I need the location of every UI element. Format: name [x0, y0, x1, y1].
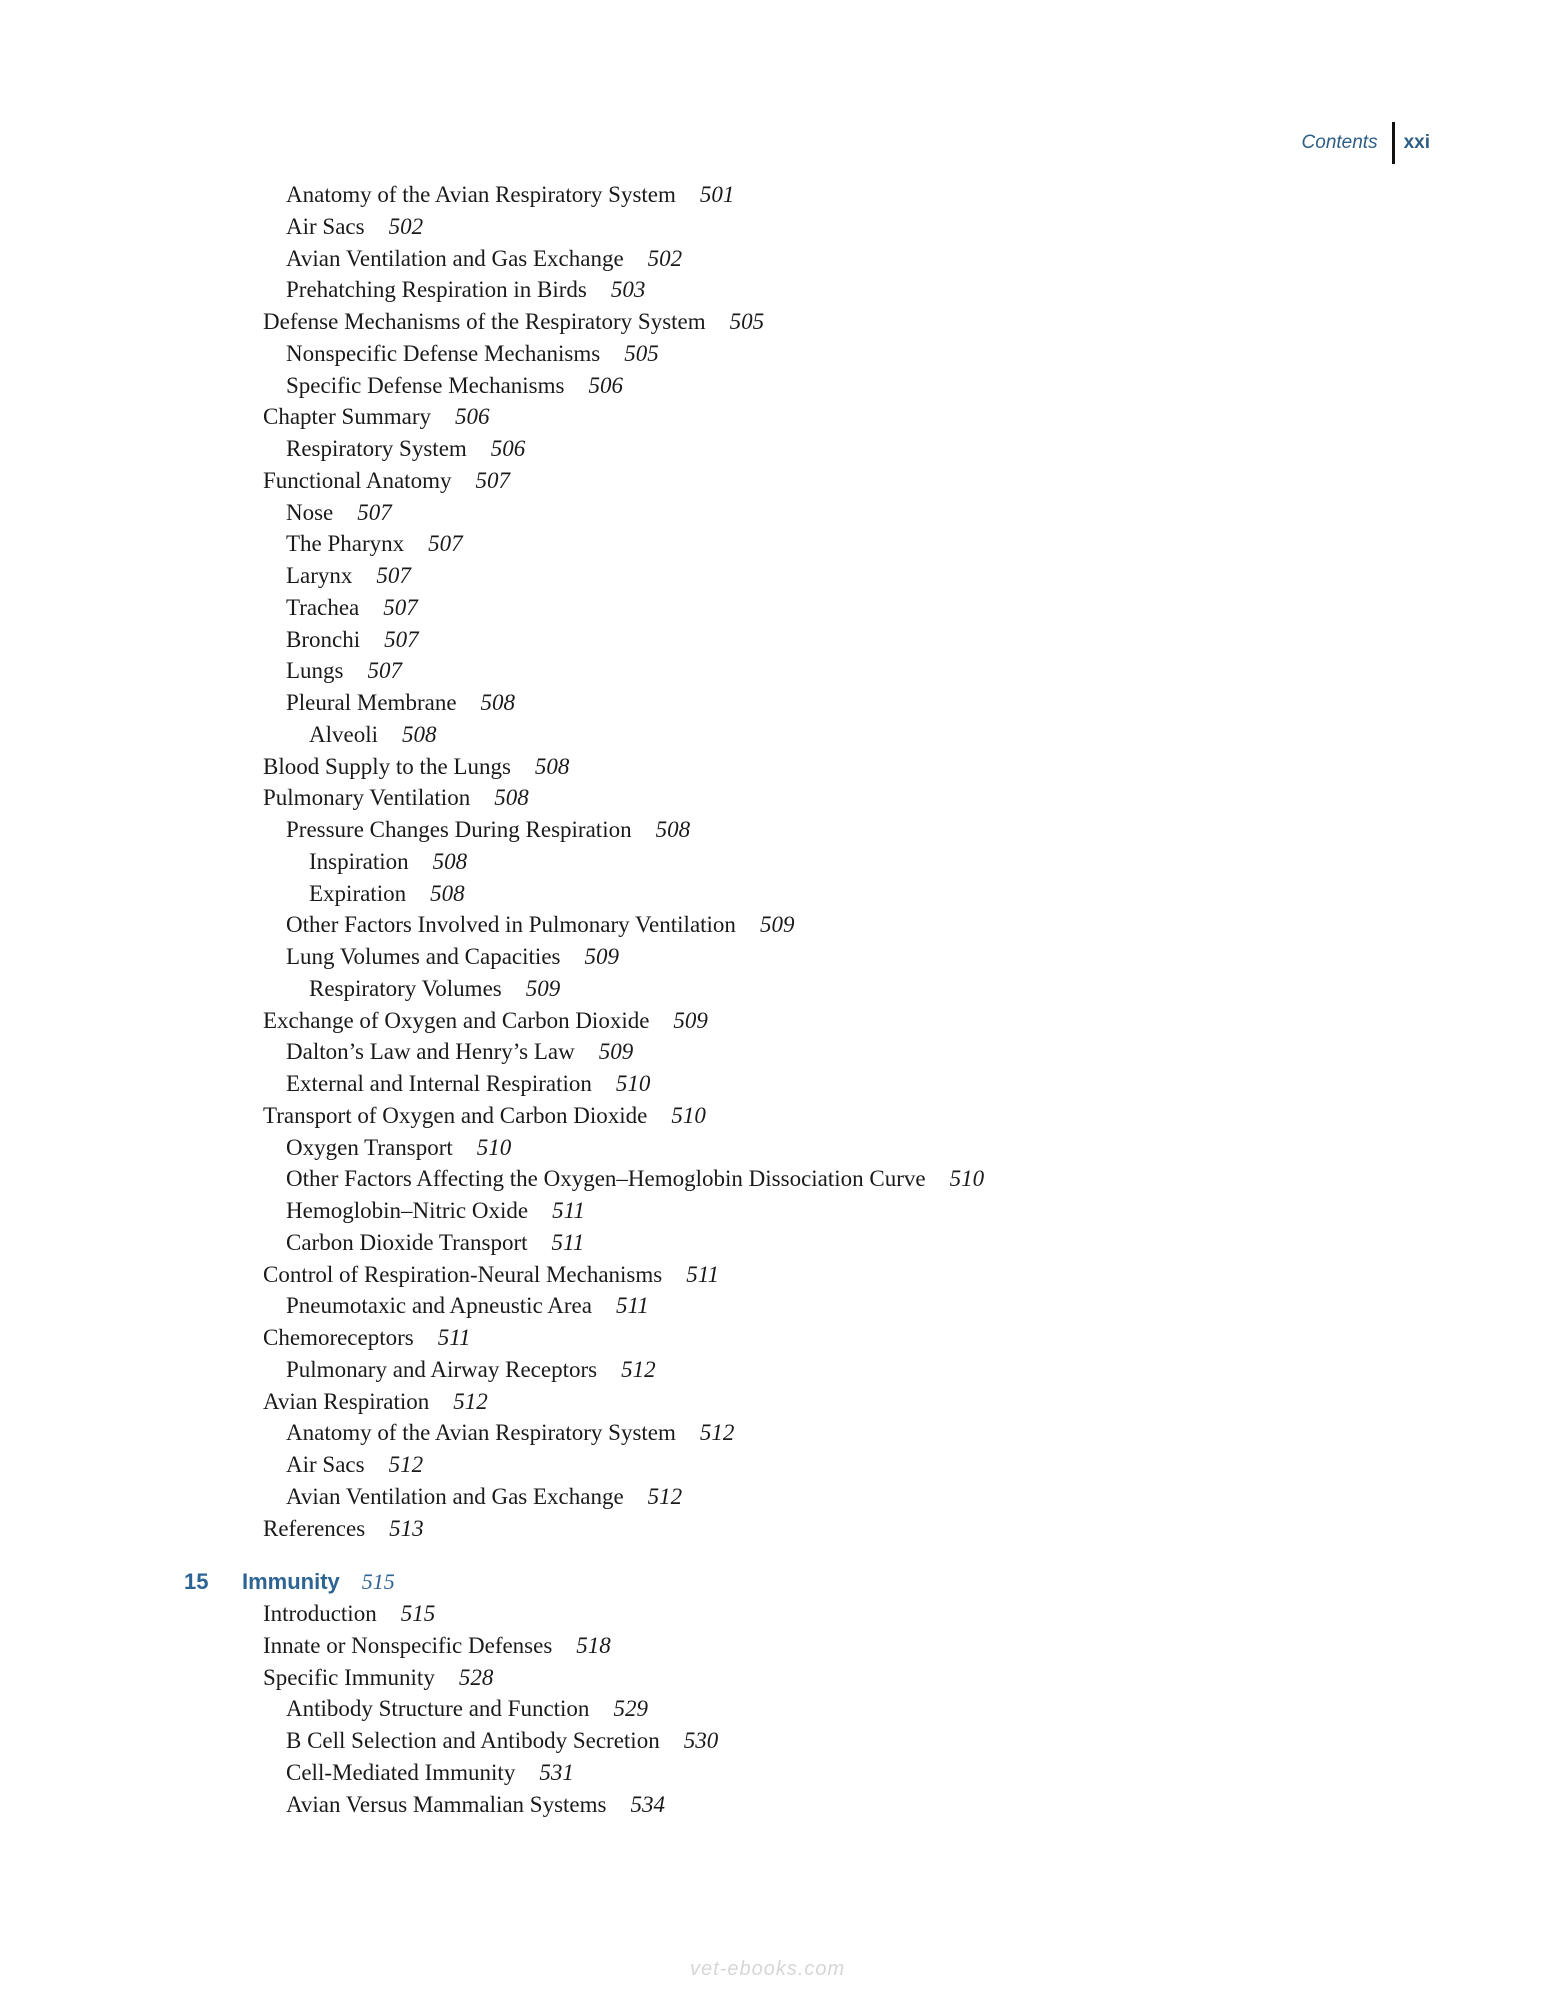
toc-entry — [263, 1387, 488, 1417]
toc-entry-page: 508 — [432, 848, 468, 874]
toc-entry — [263, 402, 490, 432]
toc-entry — [263, 1323, 471, 1353]
toc-entry-title: External and Internal Respiration — [286, 1071, 592, 1096]
toc-entry-page: 502 — [647, 245, 683, 271]
toc-entry-page: 508 — [655, 817, 691, 842]
toc-entry — [309, 720, 437, 750]
toc-entry-title: Avian Versus Mammalian Systems — [286, 1791, 607, 1817]
running-head-rule — [1392, 122, 1395, 164]
toc-entry-title: Expiration — [309, 880, 407, 906]
toc-entry-title: References — [263, 1515, 366, 1541]
toc-entry-page: 505 — [624, 340, 659, 366]
toc-entry-page: 509 — [673, 1007, 708, 1033]
toc-entry-page: 507 — [384, 626, 419, 652]
toc-entry-page: 509 — [525, 975, 561, 1001]
toc-entry-title: Oxygen Transport — [286, 1134, 453, 1160]
toc-entry-title: Exchange of Oxygen and Carbon Dioxide — [263, 1007, 650, 1033]
toc-entry — [286, 339, 659, 369]
toc-entry-page: 506 — [588, 372, 623, 398]
toc-entry — [309, 879, 465, 909]
toc-entry — [309, 847, 467, 877]
toc-entry-title: Specific Immunity — [263, 1664, 435, 1690]
toc-entry-title: Cell-Mediated Immunity — [286, 1759, 516, 1785]
toc-entry-title: Blood Supply to the Lungs — [263, 753, 511, 779]
toc-entry-page: 511 — [437, 1325, 471, 1350]
chapter-page: 515 — [361, 1569, 395, 1595]
toc-entry-page: 513 — [389, 1515, 424, 1541]
toc-entry — [286, 529, 463, 559]
toc-entry-page: 512 — [699, 1420, 735, 1446]
toc-entry — [286, 180, 734, 210]
toc-entry-title: Bronchi — [286, 626, 361, 652]
toc-entry-page: 530 — [683, 1728, 719, 1753]
toc-entry — [263, 466, 510, 496]
toc-entry-page: 502 — [388, 213, 424, 239]
toc-entry-title: Other Factors Affecting the Oxygen–Hemoglobin Dissociation Curve — [286, 1166, 926, 1192]
toc-entry-title: Anatomy of the Avian Respiratory System — [286, 1420, 676, 1446]
toc-entry-page: 507 — [376, 563, 411, 588]
toc-entry-title: Chapter Summary — [263, 404, 431, 430]
toc-entry-title: Innate or Nonspecific Defenses — [263, 1632, 553, 1658]
toc-entry-page: 534 — [630, 1791, 665, 1817]
toc-entry — [263, 1631, 611, 1661]
toc-entry — [286, 1355, 656, 1385]
toc-entry-title: Anatomy of the Avian Respiratory System — [286, 182, 676, 207]
toc-entry — [286, 371, 623, 401]
chapter-number: 15 — [184, 1569, 209, 1595]
toc-entry — [286, 561, 411, 591]
toc-entry-page: 510 — [949, 1166, 985, 1192]
toc-entry — [286, 1196, 585, 1226]
toc-entry-title: Avian Ventilation and Gas Exchange — [286, 245, 624, 271]
toc-entry — [286, 1758, 574, 1788]
toc-entry-page: 518 — [576, 1632, 611, 1658]
toc-entry-page: 511 — [552, 1198, 585, 1223]
toc-entry-title: Other Factors Involved in Pulmonary Ventilation — [286, 912, 736, 938]
toc-entry-page: 510 — [476, 1134, 512, 1160]
toc-entry-page: 506 — [490, 436, 526, 461]
toc-entry — [286, 498, 392, 528]
toc-entry-title: Prehatching Respiration in Birds — [286, 277, 587, 303]
toc-entry-page: 508 — [430, 880, 465, 906]
toc-entry-page: 510 — [671, 1102, 706, 1128]
toc-entry — [286, 1228, 584, 1258]
toc-entry-title: Dalton’s Law and Henry’s Law — [286, 1039, 575, 1065]
toc-entry — [286, 244, 682, 274]
toc-entry-page: 515 — [400, 1601, 436, 1626]
toc-entry-title: Antibody Structure and Function — [286, 1696, 590, 1722]
toc-entry — [263, 1260, 719, 1290]
toc-entry-title: Air Sacs — [286, 1452, 365, 1477]
toc-entry — [286, 1133, 511, 1163]
toc-entry-title: Avian Ventilation and Gas Exchange — [286, 1483, 624, 1509]
toc-entry-page: 512 — [388, 1452, 424, 1477]
toc-entry-page: 511 — [686, 1261, 720, 1287]
toc-entry — [263, 307, 764, 337]
toc-entry — [263, 1599, 435, 1629]
toc-entry-title: B Cell Selection and Antibody Secretion — [286, 1728, 660, 1753]
toc-entry — [286, 434, 525, 464]
toc-entry-page: 531 — [539, 1759, 574, 1785]
toc-entry — [286, 1037, 633, 1067]
toc-entry — [286, 1482, 682, 1512]
toc-entry — [263, 1101, 706, 1131]
toc-entry — [286, 1726, 718, 1756]
toc-entry-page: 506 — [455, 404, 490, 430]
toc-entry-page: 507 — [367, 658, 402, 684]
toc-entry — [263, 1006, 708, 1036]
toc-entry-page: 507 — [383, 594, 418, 620]
toc-entry-page: 512 — [647, 1483, 683, 1509]
toc-entry — [263, 783, 529, 813]
toc-entry-title: Nose — [286, 499, 334, 525]
page-number: xxi — [1403, 132, 1430, 153]
toc-entry-page: 511 — [551, 1229, 585, 1255]
toc-entry-title: Specific Defense Mechanisms — [286, 372, 565, 398]
toc-entry-page: 505 — [729, 309, 765, 334]
toc-entry-page: 509 — [598, 1039, 634, 1065]
toc-entry-page: 507 — [428, 531, 463, 557]
toc-entry — [286, 625, 419, 655]
toc-entry-page: 508 — [534, 753, 570, 779]
toc-entry-page: 501 — [699, 182, 735, 207]
toc-entry-title: Avian Respiration — [263, 1388, 430, 1414]
toc-entry-title: Respiratory Volumes — [309, 975, 502, 1001]
chapter-title: Immunity — [242, 1569, 340, 1595]
toc-entry-title: Hemoglobin–Nitric Oxide — [286, 1198, 529, 1223]
toc-entry — [286, 1694, 648, 1724]
toc-entry-title: Defense Mechanisms of the Respiratory System — [263, 309, 706, 334]
toc-entry-page: 508 — [402, 721, 437, 747]
toc-entry — [286, 688, 515, 718]
toc-entry-page: 508 — [480, 690, 516, 715]
toc-entry-title: Lungs — [286, 658, 344, 684]
toc-entry-page: 509 — [584, 944, 619, 969]
toc-entry-title: Introduction — [263, 1601, 377, 1626]
toc-entry — [286, 815, 690, 845]
toc-entry-page: 503 — [610, 277, 646, 303]
toc-entry-title: Nonspecific Defense Mechanisms — [286, 340, 601, 366]
toc-entry-page: 507 — [357, 499, 392, 525]
toc-entry — [286, 942, 619, 972]
running-head — [1302, 122, 1430, 164]
toc-entry — [286, 1450, 423, 1480]
toc-entry — [286, 1069, 650, 1099]
toc-entry-title: Chemoreceptors — [263, 1325, 414, 1350]
toc-entry-title: Functional Anatomy — [263, 467, 452, 493]
toc-entry — [286, 593, 418, 623]
toc-entry-page: 529 — [613, 1696, 648, 1722]
toc-entry-title: Lung Volumes and Capacities — [286, 944, 561, 969]
toc-entry-title: Transport of Oxygen and Carbon Dioxide — [263, 1102, 648, 1128]
toc-entry — [286, 275, 645, 305]
toc-entry-page: 508 — [494, 785, 529, 811]
toc-entry-page: 509 — [759, 912, 795, 938]
toc-entry-title: Inspiration — [309, 848, 409, 874]
toc-entry-title: Respiratory System — [286, 436, 467, 461]
toc-entry — [286, 656, 402, 686]
toc-entry-title: Pressure Changes During Respiration — [286, 817, 632, 842]
toc-entry — [286, 212, 423, 242]
toc-entry — [263, 1514, 424, 1544]
toc-entry-title: Pulmonary Ventilation — [263, 785, 471, 811]
watermark: vet-ebooks.com — [690, 1958, 846, 1980]
toc-entry-page: 512 — [453, 1388, 488, 1414]
toc-entry — [286, 1418, 734, 1448]
toc-entry-page: 507 — [475, 467, 510, 493]
toc-entry — [286, 1291, 649, 1321]
toc-entry-title: Pleural Membrane — [286, 690, 457, 715]
chapter-heading — [184, 1567, 395, 1597]
toc-entry-page: 528 — [458, 1664, 494, 1690]
toc-entry-title: Pulmonary and Airway Receptors — [286, 1356, 598, 1382]
toc-entry-title: The Pharynx — [286, 531, 405, 557]
toc-entry — [286, 1790, 665, 1820]
toc-entry — [286, 1164, 984, 1194]
toc-entry-title: Larynx — [286, 563, 353, 588]
toc-entry — [263, 752, 569, 782]
toc-entry — [286, 910, 794, 940]
running-head-section: Contents — [1301, 132, 1378, 153]
toc-entry-title: Pneumotaxic and Apneustic Area — [286, 1293, 592, 1319]
toc-entry — [263, 1663, 493, 1693]
toc-entry-title: Control of Respiration-Neural Mechanisms — [263, 1261, 663, 1287]
toc-entry-title: Alveoli — [309, 721, 378, 747]
toc-entry-page: 511 — [615, 1293, 649, 1319]
toc-entry-page: 512 — [621, 1356, 656, 1382]
toc-entry-page: 510 — [615, 1071, 651, 1096]
toc-entry-title: Air Sacs — [286, 213, 365, 239]
toc-entry-title: Trachea — [286, 594, 360, 620]
toc-entry — [309, 974, 560, 1004]
toc-entry-title: Carbon Dioxide Transport — [286, 1229, 528, 1255]
